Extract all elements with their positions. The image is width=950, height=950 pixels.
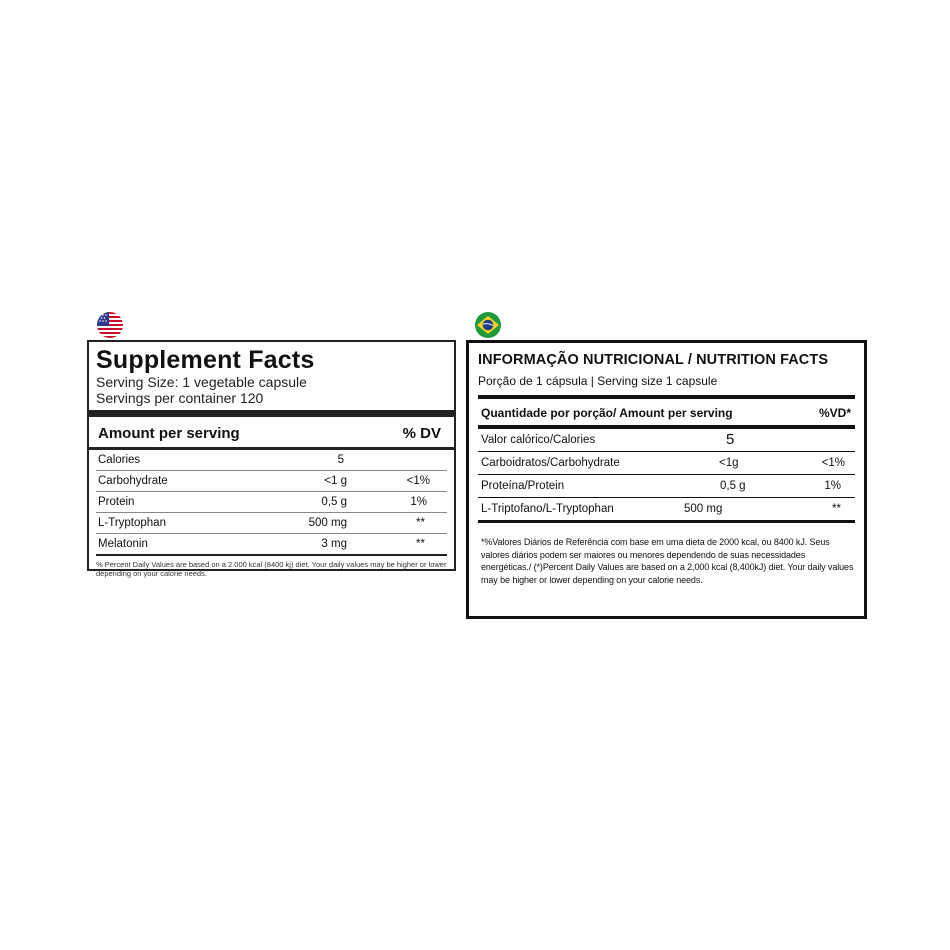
nutrient-amount: 500 mg [684, 503, 723, 515]
amount-header [478, 399, 855, 425]
nutrient-name: Carbohydrate [98, 475, 168, 487]
nutrient-dv: <1% [821, 457, 845, 469]
nutrient-dv: ** [832, 503, 841, 515]
nutrient-row [96, 513, 447, 534]
nutrient-row [478, 429, 855, 452]
nutrient-name: L-Triptofano/L-Tryptophan [481, 503, 614, 515]
nutrient-dv: ** [416, 538, 425, 550]
nutrient-row [96, 471, 447, 492]
amount-header [96, 417, 447, 447]
amount-per-serving-label: Amount per serving [98, 425, 240, 442]
nutrient-row [478, 475, 855, 498]
nutrient-row [96, 534, 447, 556]
amount-per-serving-label: Quantidade por porção/ Amount per serving [481, 406, 733, 420]
nutrient-amount: <1 g [324, 475, 347, 487]
nutrient-amount: 0,5 g [321, 496, 347, 508]
nutrient-name: Carboidratos/Carbohydrate [481, 457, 620, 469]
brazil-flag-icon [475, 312, 501, 338]
serving-size: Serving Size: 1 vegetable capsule [96, 374, 307, 390]
nutrient-name: Valor calórico/Calories [481, 434, 596, 446]
nutrient-amount: 5 [726, 431, 735, 448]
nutrient-name: Proteína/Protein [481, 480, 565, 492]
supplement-facts-title: Supplement Facts [96, 346, 315, 374]
nutrient-name: Melatonin [98, 538, 148, 550]
nutrient-row [96, 450, 447, 471]
nutrient-name: Protein [98, 496, 135, 508]
nutrition-facts-panel [466, 340, 867, 619]
nutrient-dv: ** [416, 517, 425, 529]
serving-size: Porção de 1 cápsula | Serving size 1 capsule [478, 374, 718, 388]
nutrient-row [478, 498, 855, 523]
nutrient-row [96, 492, 447, 513]
dv-label: % DV [402, 425, 441, 442]
nutrient-amount: 3 mg [321, 538, 347, 550]
footnote: % Percent Daily Values are based on a 2.000 kcal (8400 kj) diet. Your daily values may be higher or lower depending on your calorie needs. [96, 560, 447, 578]
nutrient-dv: 1% [410, 496, 427, 508]
nutrient-row [478, 452, 855, 475]
nutrient-dv: <1% [406, 475, 430, 487]
vd-label: %VD* [818, 406, 851, 420]
nutrient-amount: 5 [337, 454, 344, 466]
nutrient-amount: 0,5 g [720, 480, 746, 492]
nutrient-amount: 500 mg [308, 517, 347, 529]
footnote: *%Valores Diários de Referência com base em uma dieta de 2000 kcal, ou 8400 kJ. Seus valores diários podem ser maiores ou menores dependendo de suas necessidades energéticas./ (*)Percent Daily Values are based on a 2,000 kcal (8,400kJ) diet. Your daily values may be higher or lower depending on your calorie needs. [481, 537, 854, 585]
supplement-facts-panel [87, 340, 456, 578]
servings-per-container: Servings per container 120 [96, 390, 264, 406]
nutrition-facts-title: INFORMAÇÃO NUTRICIONAL / NUTRITION FACTS [478, 352, 829, 368]
nutrient-dv: 1% [824, 480, 841, 492]
us-flag-icon [97, 312, 123, 338]
nutrient-name: Calories [98, 454, 141, 466]
nutrient-name: L-Tryptophan [98, 517, 166, 529]
thick-divider [89, 410, 454, 417]
nutrient-amount: <1g [719, 457, 739, 469]
